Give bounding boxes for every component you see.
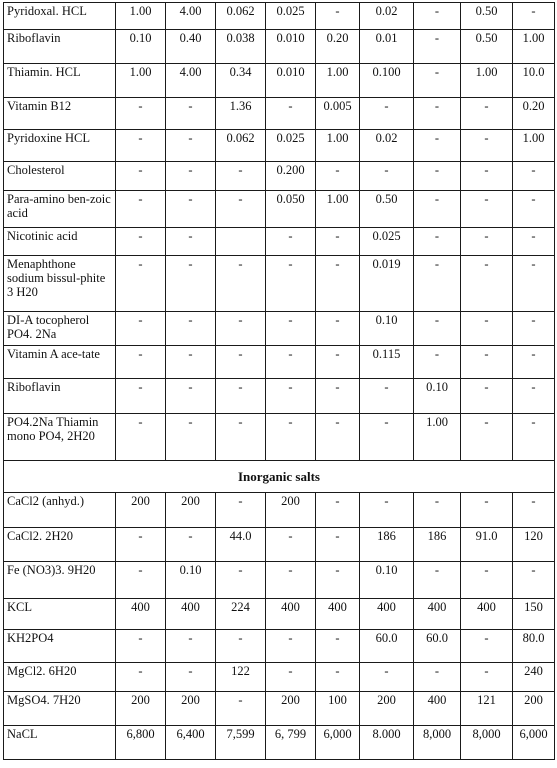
table-cell: 0.20 <box>316 30 360 64</box>
row-label: MgSO4. 7H20 <box>4 692 116 726</box>
table-row <box>4 191 555 228</box>
table-cell: 4.00 <box>166 64 216 98</box>
table-cell: 0.062 <box>216 3 266 30</box>
table-cell: - <box>166 162 216 191</box>
table-row <box>4 346 555 379</box>
row-label: Fe (NO3)3. 9H20 <box>4 562 116 599</box>
table-cell: 60.0 <box>414 630 461 663</box>
table-cell: 1.00 <box>116 64 166 98</box>
table-cell: - <box>116 414 166 461</box>
table-row <box>4 312 555 346</box>
table-cell: - <box>513 3 555 30</box>
table-row <box>4 663 555 692</box>
table-cell: 8.000 <box>360 726 414 760</box>
table-cell: - <box>461 493 513 528</box>
table-cell: 0.019 <box>360 256 414 312</box>
table-cell: - <box>316 493 360 528</box>
table-cell: 200 <box>266 692 316 726</box>
table-cell: - <box>316 256 360 312</box>
table-cell: 0.40 <box>166 30 216 64</box>
table-cell: - <box>266 528 316 562</box>
table-cell: - <box>461 228 513 256</box>
table-cell: 0.200 <box>266 162 316 191</box>
table-cell: - <box>414 64 461 98</box>
table-cell: 91.0 <box>461 528 513 562</box>
table-row <box>4 228 555 256</box>
table-cell: - <box>116 346 166 379</box>
table-cell: 0.50 <box>461 3 513 30</box>
table-row <box>4 692 555 726</box>
table-cell: - <box>513 228 555 256</box>
table-cell: - <box>316 228 360 256</box>
table-cell: - <box>266 312 316 346</box>
table-cell: 80.0 <box>513 630 555 663</box>
table-cell: 0.062 <box>216 130 266 162</box>
table-cell: - <box>266 630 316 663</box>
table-cell: - <box>216 414 266 461</box>
table-cell: - <box>216 379 266 414</box>
table-cell: 0.100 <box>360 64 414 98</box>
table-cell: - <box>414 228 461 256</box>
table-cell: - <box>316 562 360 599</box>
table-cell: - <box>266 414 316 461</box>
table-cell: - <box>414 346 461 379</box>
row-label: CaCl2 (anhyd.) <box>4 493 116 528</box>
table-cell: 7,599 <box>216 726 266 760</box>
row-label: KCL <box>4 599 116 630</box>
table-cell: 6,000 <box>513 726 555 760</box>
table-cell: - <box>166 346 216 379</box>
table-row <box>4 414 555 461</box>
row-label: Vitamin A ace-tate <box>4 346 116 379</box>
table-cell: - <box>360 414 414 461</box>
table-cell: - <box>461 379 513 414</box>
table-cell: - <box>316 528 360 562</box>
table-row <box>4 562 555 599</box>
row-label: Pyridoxal. HCL <box>4 3 116 30</box>
table-cell: - <box>216 346 266 379</box>
table-cell: 44.0 <box>216 528 266 562</box>
table-cell: - <box>266 379 316 414</box>
table-cell: 10.0 <box>513 64 555 98</box>
table-cell: - <box>513 162 555 191</box>
table-cell: - <box>266 256 316 312</box>
table-cell: 1.00 <box>513 130 555 162</box>
table-cell: - <box>116 130 166 162</box>
table-row <box>4 162 555 191</box>
table-cell: - <box>513 312 555 346</box>
table-cell: - <box>166 98 216 130</box>
table-cell: - <box>360 379 414 414</box>
table-cell: 186 <box>360 528 414 562</box>
table-cell: - <box>216 493 266 528</box>
table-cell: 400 <box>414 599 461 630</box>
table-cell: 224 <box>216 599 266 630</box>
table-cell: - <box>116 528 166 562</box>
table-cell: - <box>166 312 216 346</box>
table-cell: - <box>461 346 513 379</box>
table-cell: - <box>216 630 266 663</box>
table-cell: - <box>414 98 461 130</box>
table-cell: - <box>116 630 166 663</box>
table-cell: 6,000 <box>316 726 360 760</box>
table-cell: 1.00 <box>116 3 166 30</box>
table-cell: 200 <box>116 493 166 528</box>
table-cell: 0.10 <box>360 312 414 346</box>
table-cell: 0.025 <box>266 3 316 30</box>
table-cell: - <box>316 346 360 379</box>
table-cell: - <box>461 162 513 191</box>
table-cell: 0.025 <box>360 228 414 256</box>
table-cell: - <box>360 98 414 130</box>
table-row <box>4 256 555 312</box>
table-cell: 0.10 <box>166 562 216 599</box>
table-cell: - <box>316 630 360 663</box>
table-cell: - <box>360 663 414 692</box>
row-label: Riboflavin <box>4 30 116 64</box>
table-cell: - <box>414 191 461 228</box>
row-label: Para-amino ben-zoic acid <box>4 191 116 228</box>
table-cell: - <box>414 256 461 312</box>
table-body <box>4 3 555 760</box>
table-cell: - <box>316 312 360 346</box>
table-cell: - <box>461 98 513 130</box>
table-cell: - <box>360 493 414 528</box>
table-cell: - <box>166 191 216 228</box>
table-cell: - <box>116 191 166 228</box>
table-cell: - <box>116 379 166 414</box>
table-cell: 240 <box>513 663 555 692</box>
table-cell: - <box>414 130 461 162</box>
table-cell: 121 <box>461 692 513 726</box>
row-label: DI-A tocopherol PO4. 2Na <box>4 312 116 346</box>
table-row <box>4 379 555 414</box>
table-cell: - <box>316 162 360 191</box>
table-cell: - <box>116 162 166 191</box>
table-cell: - <box>414 493 461 528</box>
table-cell: - <box>116 98 166 130</box>
table-cell: - <box>216 162 266 191</box>
table-cell: 6,800 <box>116 726 166 760</box>
table-cell: 200 <box>116 692 166 726</box>
table-cell: - <box>116 228 166 256</box>
table-cell: - <box>166 379 216 414</box>
table-cell: 0.10 <box>360 562 414 599</box>
table-cell: 400 <box>116 599 166 630</box>
table-cell: - <box>461 256 513 312</box>
table-cell: 1.00 <box>414 414 461 461</box>
table-cell: 150 <box>513 599 555 630</box>
table-cell: 1.00 <box>461 64 513 98</box>
table-cell: - <box>461 414 513 461</box>
table-cell: - <box>166 663 216 692</box>
row-label: CaCl2. 2H20 <box>4 528 116 562</box>
table-cell: 0.115 <box>360 346 414 379</box>
table-cell: - <box>513 379 555 414</box>
table-cell: - <box>513 414 555 461</box>
table-cell: 400 <box>360 599 414 630</box>
table-cell: - <box>414 663 461 692</box>
table-cell: 0.50 <box>360 191 414 228</box>
table-cell: - <box>513 256 555 312</box>
table-cell: - <box>266 663 316 692</box>
table-cell: 4.00 <box>166 3 216 30</box>
row-label: Riboflavin <box>4 379 116 414</box>
table-cell: - <box>461 630 513 663</box>
row-label: Pyridoxine HCL <box>4 130 116 162</box>
table-cell: 1.36 <box>216 98 266 130</box>
table-cell: 1.00 <box>316 191 360 228</box>
row-label: MgCl2. 6H20 <box>4 663 116 692</box>
table-cell: - <box>166 414 216 461</box>
table-cell: 0.10 <box>116 30 166 64</box>
row-label: Vitamin B12 <box>4 98 116 130</box>
table-cell: - <box>116 663 166 692</box>
table-cell: 200 <box>266 493 316 528</box>
table-cell: - <box>266 98 316 130</box>
table-cell: 8,000 <box>461 726 513 760</box>
row-label: NaCL <box>4 726 116 760</box>
table-row <box>4 98 555 130</box>
row-label: Nicotinic acid <box>4 228 116 256</box>
table-cell: 0.010 <box>266 30 316 64</box>
row-label: PO4.2Na Thiamin mono PO4, 2H20 <box>4 414 116 461</box>
table-row <box>4 30 555 64</box>
table-cell: 400 <box>166 599 216 630</box>
table-cell: - <box>166 228 216 256</box>
table-cell: - <box>316 3 360 30</box>
table-cell: - <box>461 562 513 599</box>
table-cell: 0.20 <box>513 98 555 130</box>
table-cell: 400 <box>316 599 360 630</box>
table-cell: 6, 799 <box>266 726 316 760</box>
table-row <box>4 726 555 760</box>
table-cell: 0.02 <box>360 130 414 162</box>
table-cell: - <box>316 379 360 414</box>
table-cell: 400 <box>414 692 461 726</box>
table-cell: 0.010 <box>266 64 316 98</box>
table-row <box>4 630 555 663</box>
table-cell: - <box>414 162 461 191</box>
table-row <box>4 528 555 562</box>
table-cell: - <box>414 3 461 30</box>
table-cell: - <box>513 191 555 228</box>
table-cell: - <box>316 663 360 692</box>
table-row <box>4 64 555 98</box>
table-row <box>4 130 555 162</box>
table-cell: 8,000 <box>414 726 461 760</box>
table-cell: - <box>116 562 166 599</box>
table-cell: 60.0 <box>360 630 414 663</box>
table-cell: - <box>166 130 216 162</box>
table-cell: - <box>414 562 461 599</box>
table-cell: 0.025 <box>266 130 316 162</box>
table-cell: 6,400 <box>166 726 216 760</box>
row-label: Thiamin. HCL <box>4 64 116 98</box>
table-cell: - <box>216 692 266 726</box>
table-cell: 0.01 <box>360 30 414 64</box>
table-cell: - <box>360 162 414 191</box>
table-cell: 1.00 <box>316 64 360 98</box>
section-title: Inorganic salts <box>4 461 555 493</box>
table-cell: 100 <box>316 692 360 726</box>
table-cell: 400 <box>266 599 316 630</box>
row-label: Cholesterol <box>4 162 116 191</box>
table-cell: - <box>166 630 216 663</box>
table-cell: - <box>216 191 266 228</box>
table-cell: - <box>461 312 513 346</box>
table-cell: - <box>513 562 555 599</box>
table-cell: - <box>216 312 266 346</box>
table-cell <box>216 228 266 256</box>
table-cell: 0.005 <box>316 98 360 130</box>
table-cell: 0.038 <box>216 30 266 64</box>
table-row <box>4 3 555 30</box>
table-cell: - <box>266 562 316 599</box>
media-composition-table <box>3 2 555 760</box>
table-cell: - <box>461 663 513 692</box>
table-cell: - <box>461 191 513 228</box>
table-cell: - <box>216 256 266 312</box>
row-label: Menaphthone sodium bissul-phite 3 H20 <box>4 256 116 312</box>
table-cell: 400 <box>461 599 513 630</box>
table-cell: 200 <box>360 692 414 726</box>
table-cell: - <box>216 562 266 599</box>
table-cell: 0.02 <box>360 3 414 30</box>
table-cell: - <box>414 30 461 64</box>
table-cell: - <box>513 346 555 379</box>
table-cell: - <box>266 346 316 379</box>
table-cell: - <box>166 528 216 562</box>
table-row <box>4 493 555 528</box>
section-header-row <box>4 461 555 493</box>
table-cell: 1.00 <box>316 130 360 162</box>
table-cell: - <box>414 312 461 346</box>
table-cell: - <box>166 256 216 312</box>
table-cell: - <box>316 414 360 461</box>
table-cell: 200 <box>166 493 216 528</box>
table-cell: 120 <box>513 528 555 562</box>
table-cell: - <box>116 256 166 312</box>
table-cell: 0.34 <box>216 64 266 98</box>
table-cell: 186 <box>414 528 461 562</box>
row-label: KH2PO4 <box>4 630 116 663</box>
table-cell: - <box>116 312 166 346</box>
table-cell: 0.050 <box>266 191 316 228</box>
table-cell: 200 <box>513 692 555 726</box>
table-cell: 0.50 <box>461 30 513 64</box>
table-cell: 0.10 <box>414 379 461 414</box>
table-row <box>4 599 555 630</box>
table-cell: - <box>266 228 316 256</box>
table-cell: 200 <box>166 692 216 726</box>
table-cell: - <box>513 493 555 528</box>
table-cell: - <box>461 130 513 162</box>
table-cell: 1.00 <box>513 30 555 64</box>
table-cell: 122 <box>216 663 266 692</box>
